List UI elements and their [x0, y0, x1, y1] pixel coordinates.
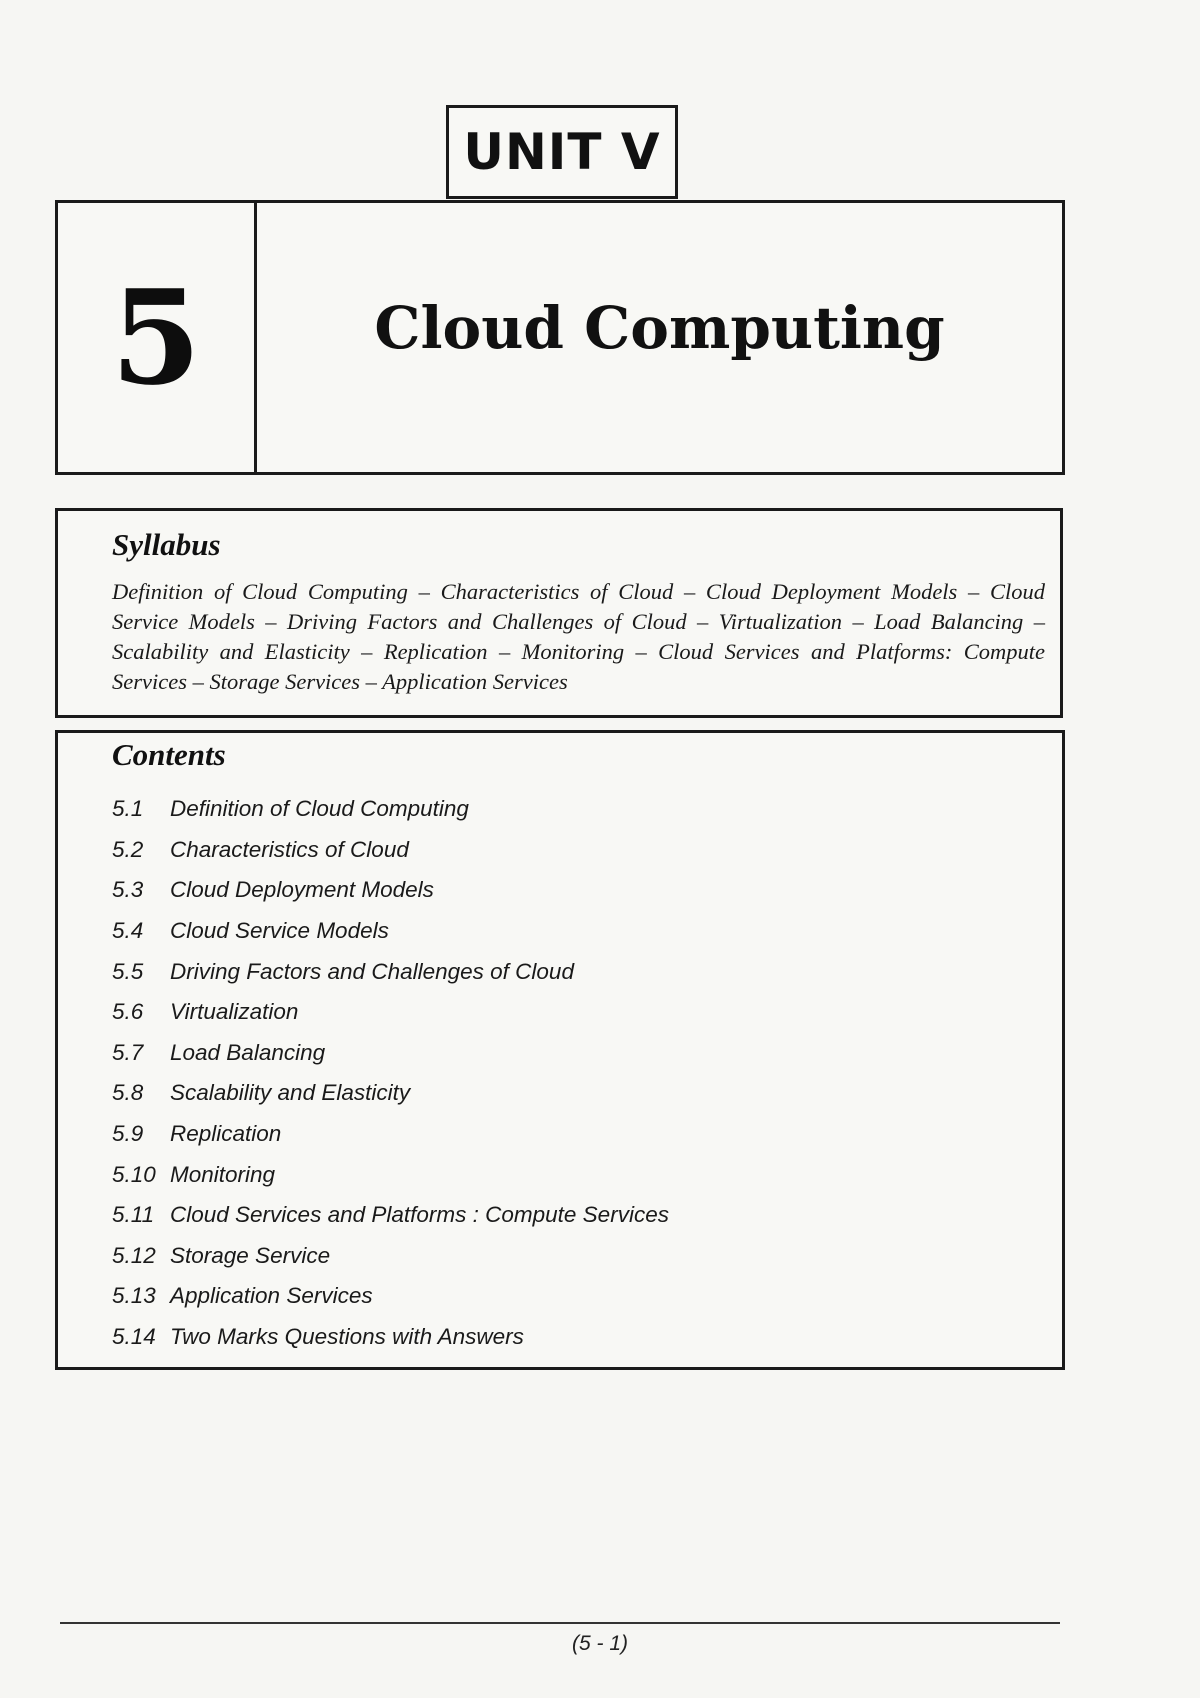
- chapter-header: [55, 200, 1065, 475]
- contents-item: [112, 830, 1047, 871]
- contents-item: [112, 992, 1047, 1033]
- contents-item-number: 5.4: [112, 918, 144, 944]
- contents-item-title: Definition of Cloud Computing: [170, 796, 469, 822]
- chapter-number: 5: [110, 260, 202, 414]
- unit-label-box: [446, 105, 678, 199]
- contents-item-number: 5.10: [112, 1161, 156, 1187]
- contents-item-number: 5.13: [112, 1283, 156, 1309]
- contents-item-title: Characteristics of Cloud: [170, 836, 409, 862]
- chapter-title-cell: [257, 203, 1062, 472]
- contents-item-title: Cloud Service Models: [170, 918, 389, 944]
- contents-item: [112, 870, 1047, 911]
- contents-item: [112, 1236, 1047, 1277]
- contents-item-title: Cloud Services and Platforms : Compute Services: [170, 1202, 669, 1228]
- contents-heading: Contents: [112, 737, 226, 772]
- contents-item-number: 5.8: [112, 1080, 144, 1106]
- contents-item-number: 5.7: [112, 1039, 144, 1065]
- contents-item: [112, 1033, 1047, 1074]
- contents-item-number: 5.6: [112, 999, 144, 1025]
- contents-item-number: 5.1: [112, 796, 144, 822]
- contents-item-number: 5.3: [112, 877, 144, 903]
- contents-item-title: Application Services: [170, 1283, 373, 1309]
- contents-item-title: Replication: [170, 1121, 282, 1147]
- contents-item-number: 5.11: [112, 1202, 155, 1228]
- contents-item: [112, 1114, 1047, 1155]
- footer-divider: [60, 1622, 1060, 1624]
- contents-item-title: Monitoring: [170, 1161, 276, 1187]
- syllabus-section: [55, 508, 1063, 718]
- contents-item: [112, 789, 1047, 830]
- contents-item-title: Scalability and Elasticity: [170, 1080, 411, 1106]
- page-number: (5 - 1): [571, 1632, 628, 1655]
- contents-item: [112, 1317, 1047, 1358]
- chapter-title: Cloud Computing: [374, 293, 945, 362]
- unit-label: UNIT V: [463, 123, 661, 181]
- contents-item-number: 5.12: [112, 1242, 156, 1268]
- contents-item-title: Cloud Deployment Models: [170, 877, 434, 903]
- contents-item-title: Two Marks Questions with Answers: [170, 1324, 524, 1350]
- contents-item-number: 5.9: [112, 1121, 144, 1147]
- contents-item-title: Storage Service: [170, 1242, 331, 1268]
- contents-item: [112, 911, 1047, 952]
- syllabus-text: Definition of Cloud Computing – Characteristics of Cloud – Cloud Deployment Models – Cloud Service Models – Driving Factors and Challenges of Cloud – Virtualization – Load Balancing – Scalability and Elasticity – Replication – Monitoring – Cloud Services and Platforms: Compute Services – Storage Services – Application Services: [112, 579, 1045, 694]
- contents-item: [112, 1276, 1047, 1317]
- contents-item: [112, 1073, 1047, 1114]
- contents-item-number: 5.5: [112, 958, 144, 984]
- syllabus-heading: Syllabus: [112, 527, 221, 562]
- contents-item-number: 5.14: [112, 1324, 156, 1350]
- contents-item: [112, 951, 1047, 992]
- contents-item-title: Load Balancing: [170, 1039, 326, 1065]
- contents-list: [112, 789, 1047, 1357]
- contents-item: [112, 1154, 1047, 1195]
- contents-item-number: 5.2: [112, 836, 144, 862]
- chapter-number-cell: [58, 203, 257, 472]
- contents-item-title: Driving Factors and Challenges of Cloud: [170, 958, 574, 984]
- contents-item-title: Virtualization: [170, 999, 299, 1025]
- contents-section: [55, 730, 1065, 1370]
- contents-item: [112, 1195, 1047, 1236]
